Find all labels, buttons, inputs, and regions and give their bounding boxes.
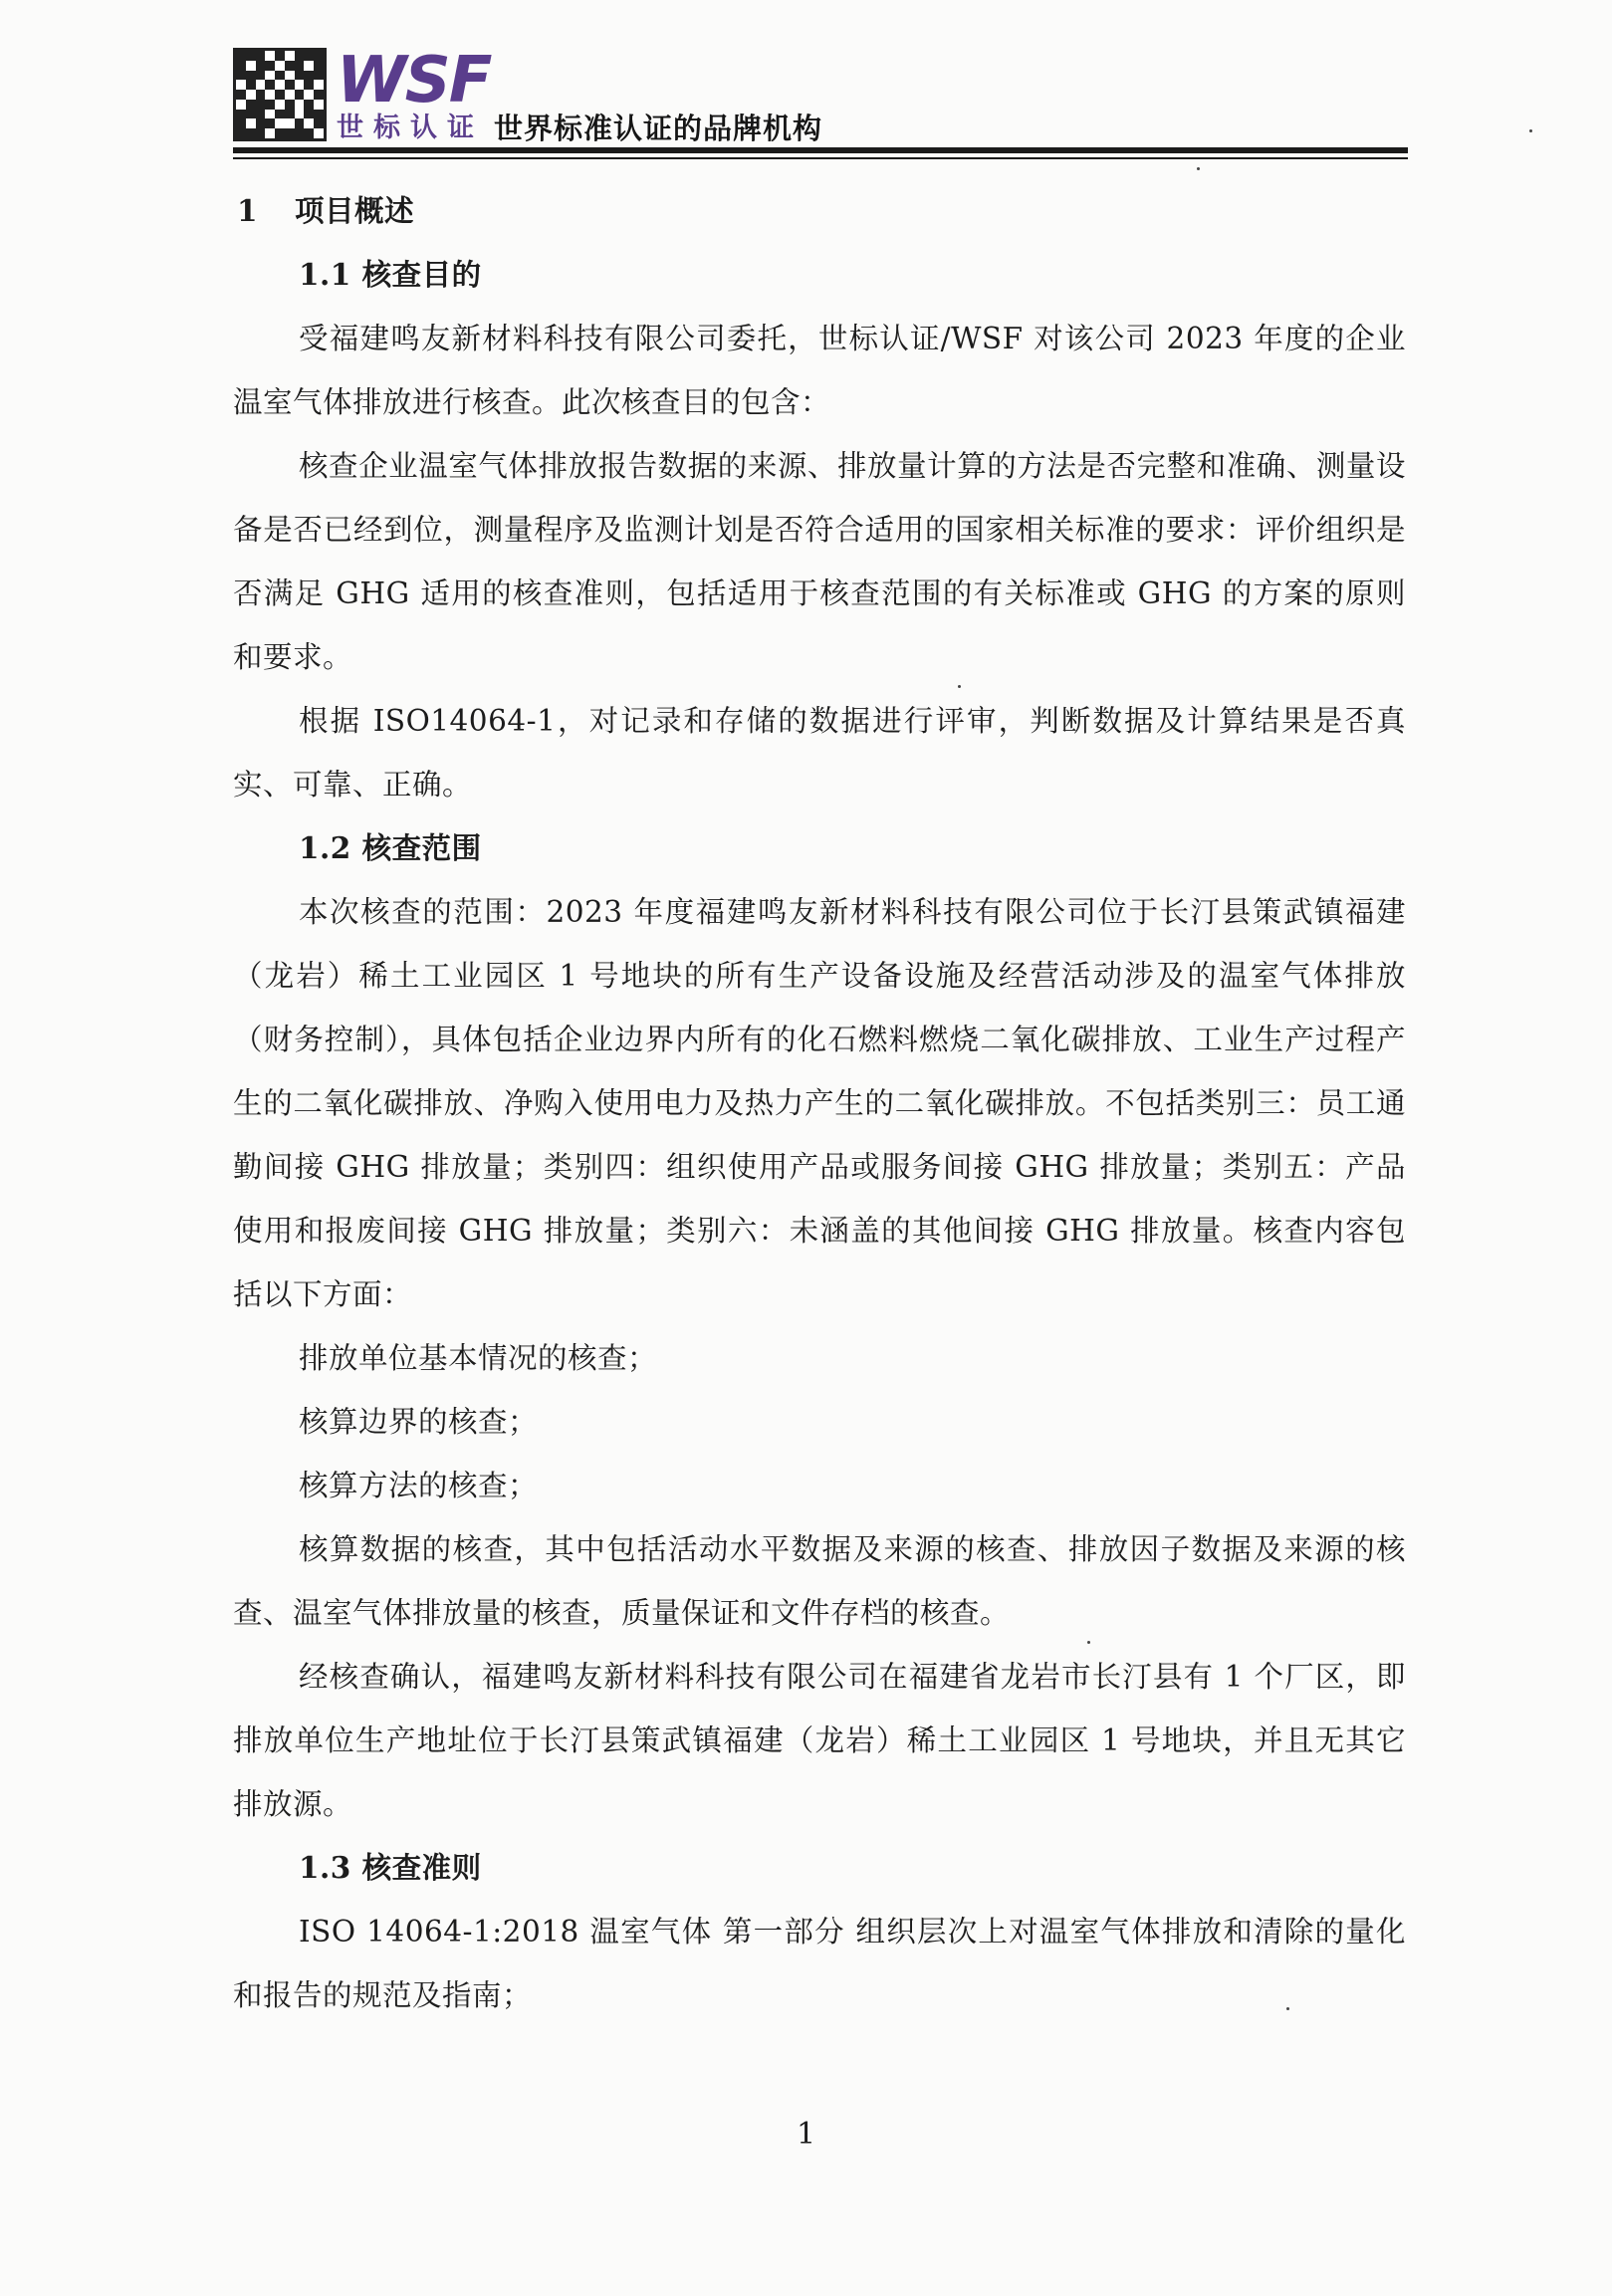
paragraph: 核查企业温室气体排放报告数据的来源、排放量计算的方法是否完整和准确、测量设备是否已经到位，测量程序及监测计划是否符合适用的国家相关标准的要求：评价组织是否满足 GHG 适用的核查准则，包括适用于核查范围的有关标准或 GHG 的方案的原则和要求。	[233, 449, 1406, 674]
list-item: 排放单位基本情况的核查；	[299, 1341, 658, 1375]
list-item: 核算方法的核查；	[299, 1469, 539, 1502]
paragraph: ISO 14064-1:2018 温室气体 第一部分 组织层次上对温室气体排放和清除的量化和报告的规范及指南；	[233, 1915, 1406, 2012]
scan-speck	[1529, 129, 1532, 132]
subsection-heading-1-1: 1.1 核查目的	[299, 257, 482, 292]
page-number: 1	[796, 2117, 816, 2152]
scan-speck	[958, 685, 961, 688]
paragraph: 经核查确认，福建鸣友新材料科技有限公司在福建省龙岩市长汀县有 1 个厂区，即排放单位生产地址位于长汀县策武镇福建（龙岩）稀土工业园区 1 号地块，并且无其它排放源。	[233, 1660, 1406, 1821]
header-tagline: 世界标准认证的品牌机构	[494, 112, 823, 145]
section-heading	[233, 179, 1406, 243]
logo-chinese-name: 世标认证	[337, 113, 484, 143]
qr-code-icon	[233, 48, 327, 141]
document-body	[233, 179, 1406, 2027]
scan-speck	[1197, 167, 1200, 170]
scan-speck	[1087, 1641, 1090, 1644]
paragraph: 本次核查的范围：2023 年度福建鸣友新材料科技有限公司位于长汀县策武镇福建（龙岩）稀土工业园区 1 号地块的所有生产设备设施及经营活动涉及的温室气体排放（财务控制），具体包括企业边界内所有的化石燃料燃烧二氧化碳排放、工业生产过程产生的二氧化碳排放、净购入使用电力及热力产生的二氧化碳排放。不包括类别三：员工通勤间接 GHG 排放量；类别四：组织使用产品或服务间接 GHG 排放量；类别五：产品使用和报废间接 GHG 排放量；类别六：未涵盖的其他间接 GHG 排放量。核查内容包括以下方面：	[233, 895, 1406, 1311]
paragraph: 核算数据的核查，其中包括活动水平数据及来源的核查、排放因子数据及来源的核查、温室气体排放量的核查，质量保证和文件存档的核查。	[233, 1532, 1406, 1630]
wsf-logo: WSF	[337, 44, 491, 117]
header-rule-thick	[233, 147, 1408, 153]
subsection-heading-1-3: 1.3 核查准则	[299, 1850, 482, 1885]
scan-speck	[1286, 2007, 1289, 2010]
paragraph: 受福建鸣友新材料科技有限公司委托，世标认证/WSF 对该公司 2023 年度的企业温室气体排放进行核查。此次核查目的包含：	[233, 322, 1406, 419]
header-rule-thin	[233, 157, 1408, 159]
document-header	[233, 44, 1408, 151]
section-title: 项目概述	[295, 193, 415, 228]
section-number: 1	[237, 193, 259, 228]
paragraph: 根据 ISO14064-1，对记录和存储的数据进行评审，判断数据及计算结果是否真实、可靠、正确。	[233, 704, 1406, 802]
subsection-heading-1-2: 1.2 核查范围	[299, 830, 482, 865]
list-item: 核算边界的核查；	[299, 1405, 539, 1439]
